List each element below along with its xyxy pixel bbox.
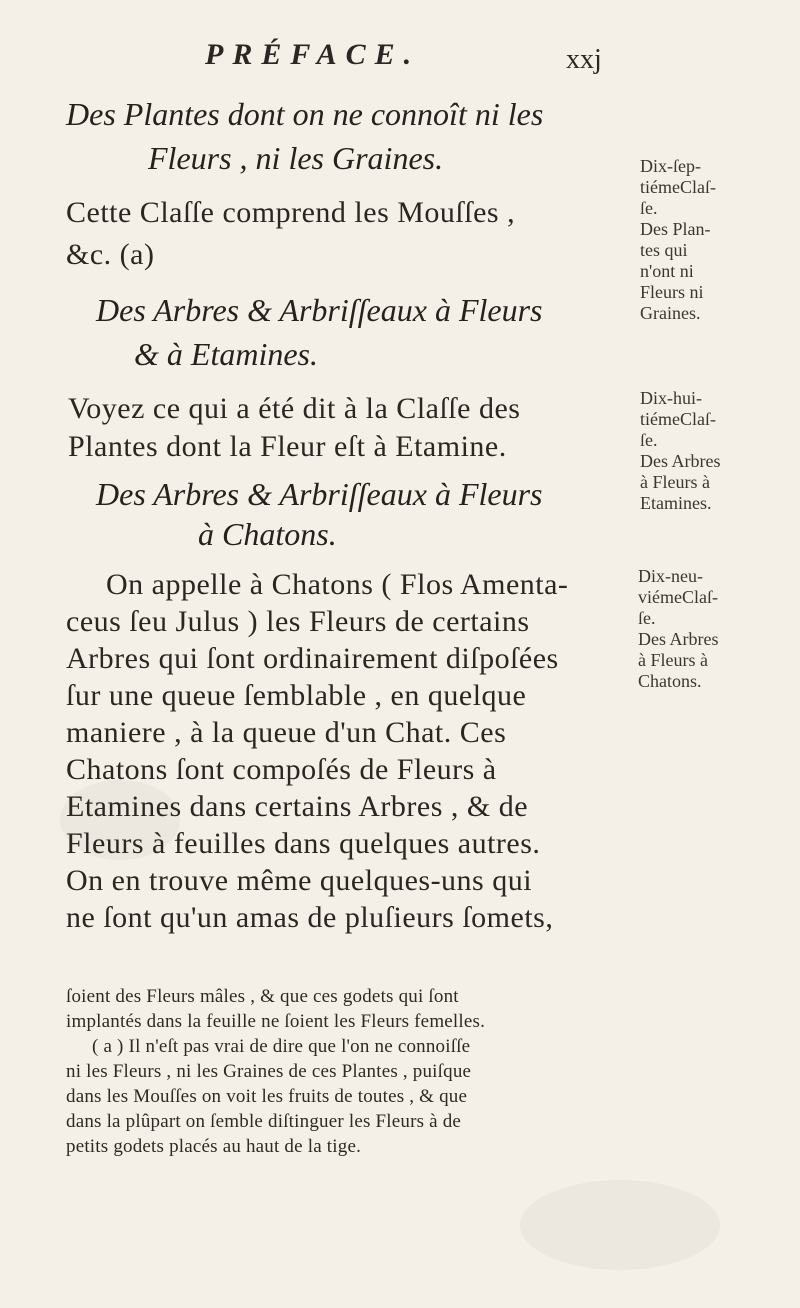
body-line: Etamines dans certains Arbres , & de (66, 790, 529, 823)
body-line: Cette Claſſe comprend les Mouſſes , (66, 196, 516, 229)
margin-note-line: tiémeClaſ- (640, 177, 716, 197)
body-line: Arbres qui ſont ordinairement diſpoſées (66, 642, 559, 675)
margin-note-line: Dix-ſep- (640, 156, 701, 176)
body-line: On appelle à Chatons ( Flos Amenta- (106, 568, 569, 601)
margin-note (640, 156, 716, 324)
margin-note-line: viémeClaſ- (638, 587, 718, 607)
margin-note-line: Etamines. (640, 493, 712, 513)
section-heading-line: à Chatons. (198, 516, 337, 552)
margin-note-line: tes qui (640, 240, 688, 260)
margin-note-line: Dix-neu- (638, 566, 703, 586)
body-line: &c. (a) (66, 238, 155, 271)
margin-note (640, 388, 720, 514)
running-head-title: PRÉFACE. (205, 38, 421, 71)
margin-note-line: Chatons. (638, 671, 702, 691)
paper-stain (520, 1180, 720, 1270)
margin-note-line: n'ont ni (640, 261, 694, 281)
margin-note-line: Des Plan- (640, 219, 711, 239)
footnote-line: dans les Mouſſes on voit les fruits de toutes , & que (66, 1086, 468, 1107)
section-heading-line: Des Arbres & Arbriſſeaux à Fleurs (96, 292, 543, 328)
margin-note-line: tiémeClaſ- (640, 409, 716, 429)
margin-note-line: ſe. (638, 608, 656, 628)
footnote-line: dans la plûpart on ſemble diſtinguer les Fleurs à de (66, 1111, 462, 1132)
body-line: Plantes dont la Fleur eſt à Etamine. (68, 430, 507, 463)
margin-note-line: à Fleurs à (640, 472, 710, 492)
footnote-line: petits godets placés au haut de la tige. (66, 1136, 362, 1157)
footnote-line: ( a ) Il n'eſt pas vrai de dire que l'on ne connoiſſe (92, 1036, 471, 1057)
section-heading-line: Des Plantes dont on ne connoît ni les (66, 96, 544, 132)
margin-note-line: à Fleurs à (638, 650, 708, 670)
body-line: ceus ſeu Julus ) les Fleurs de certains (66, 605, 530, 638)
section-heading-line: & à Etamines. (134, 336, 318, 372)
margin-note-line: Graines. (640, 303, 701, 323)
footnote-line: implantés dans la feuille ne ſoient les Fleurs femelles. (66, 1011, 486, 1032)
margin-note-line: Des Arbres (638, 629, 719, 649)
margin-note-line: Des Arbres (640, 451, 721, 471)
body-line: Fleurs à feuilles dans quelques autres. (66, 827, 541, 860)
margin-note-line: ſe. (640, 198, 658, 218)
margin-note (638, 566, 718, 692)
margin-note-line: ſe. (640, 430, 658, 450)
page-number: xxj (566, 44, 602, 75)
section-heading-line: Des Arbres & Arbriſſeaux à Fleurs (96, 476, 543, 512)
section-heading-line: Fleurs , ni les Graines. (148, 140, 444, 176)
body-line: maniere , à la queue d'un Chat. Ces (66, 716, 507, 749)
body-line: ſur une queue ſemblable , en quelque (66, 679, 527, 712)
margin-note-line: Dix-hui- (640, 388, 702, 408)
body-line: On en trouve même quelques-uns qui (66, 864, 533, 897)
footnote-line: ſoient des Fleurs mâles , & que ces godets qui ſont (66, 986, 459, 1007)
body-line: Chatons ſont compoſés de Fleurs à (66, 753, 497, 786)
body-line: ne ſont qu'un amas de pluſieurs ſomets, (66, 901, 554, 934)
body-line: Voyez ce qui a été dit à la Claſſe des (68, 392, 521, 425)
margin-note-line: Fleurs ni (640, 282, 704, 302)
footnote-line: ni les Fleurs , ni les Graines de ces Plantes , puiſque (66, 1061, 472, 1082)
